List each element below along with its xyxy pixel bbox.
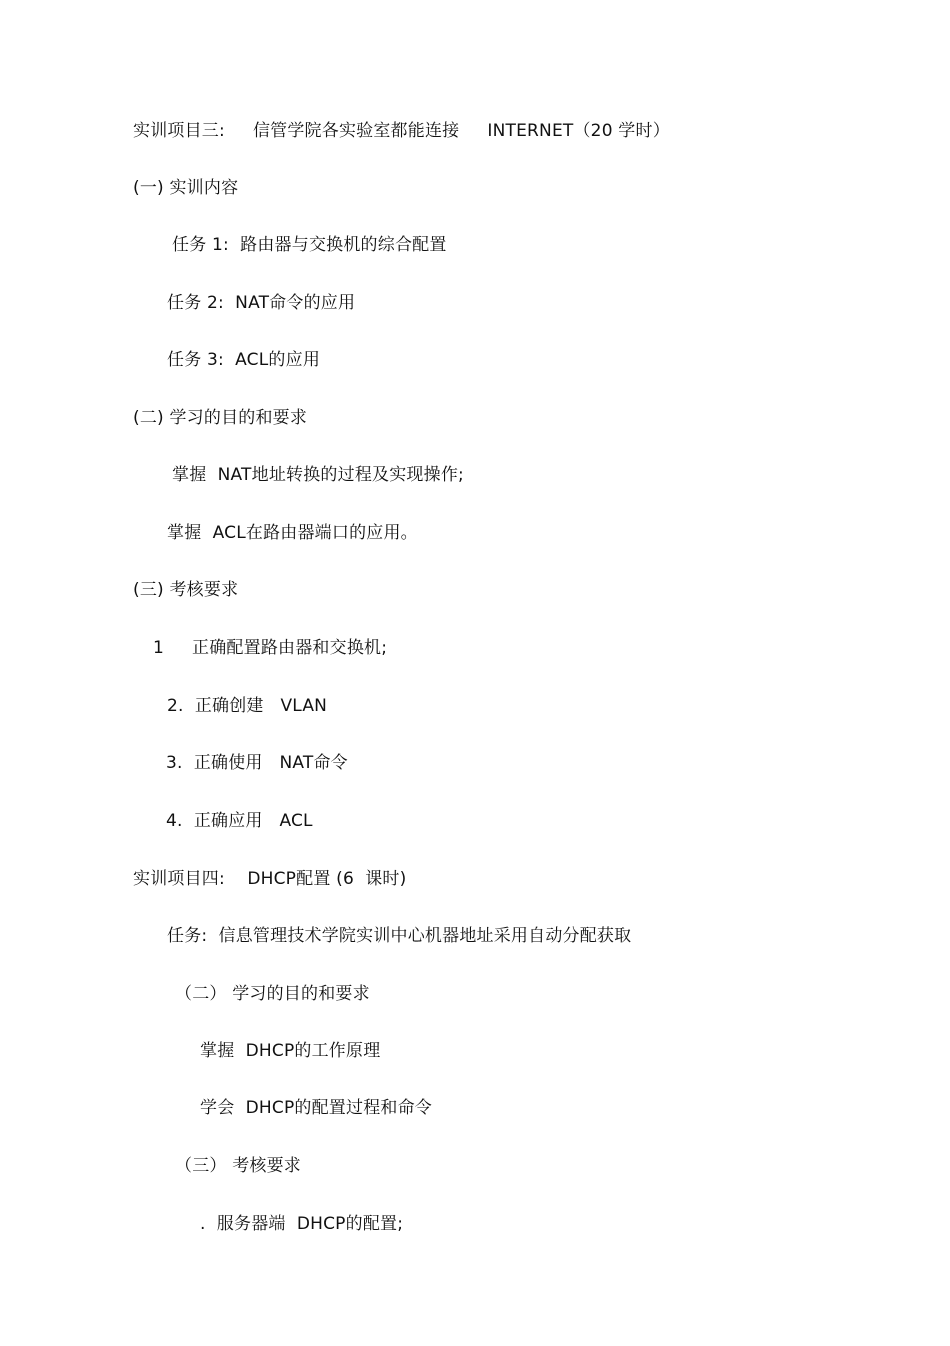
assessment-item-4: 4. 正确应用 ACL <box>166 811 313 831</box>
section-objectives-heading: (二) 学习的目的和要求 <box>133 408 308 428</box>
project-three-title: 实训项目三: 信管学院各实验室都能连接 INTERNET（20 学时） <box>133 121 670 141</box>
project-four-objectives-heading: （二） 学习的目的和要求 <box>175 984 370 1004</box>
project-four-task: 任务: 信息管理技术学院实训中心机器地址采用自动分配获取 <box>167 926 632 946</box>
project-four-assessment-heading: （三） 考核要求 <box>175 1156 302 1176</box>
assessment-item-3: 3. 正确使用 NAT命令 <box>166 753 348 773</box>
section-assessment-heading: (三) 考核要求 <box>133 580 239 600</box>
project-four-title: 实训项目四: DHCP配置 (6 课时) <box>133 869 407 889</box>
assessment-item-2: 2. 正确创建 VLAN <box>167 696 328 716</box>
task-2-item: 任务 2: NAT命令的应用 <box>167 293 356 313</box>
objective-acl-item: 掌握 ACL在路由器端口的应用。 <box>167 523 418 543</box>
section-training-content-heading: (一) 实训内容 <box>133 178 239 198</box>
assessment-item-1: 1 正确配置路由器和交换机; <box>153 638 388 658</box>
task-3-item: 任务 3: ACL的应用 <box>167 350 321 370</box>
objective-dhcp-principle: 掌握 DHCP的工作原理 <box>200 1041 381 1061</box>
objective-dhcp-config: 学会 DHCP的配置过程和命令 <box>200 1098 433 1118</box>
task-1-item: 任务 1: 路由器与交换机的综合配置 <box>172 235 447 255</box>
objective-nat-item: 掌握 NAT地址转换的过程及实现操作; <box>172 465 464 485</box>
assessment-dhcp-server-item: . 服务器端 DHCP的配置; <box>200 1214 404 1234</box>
